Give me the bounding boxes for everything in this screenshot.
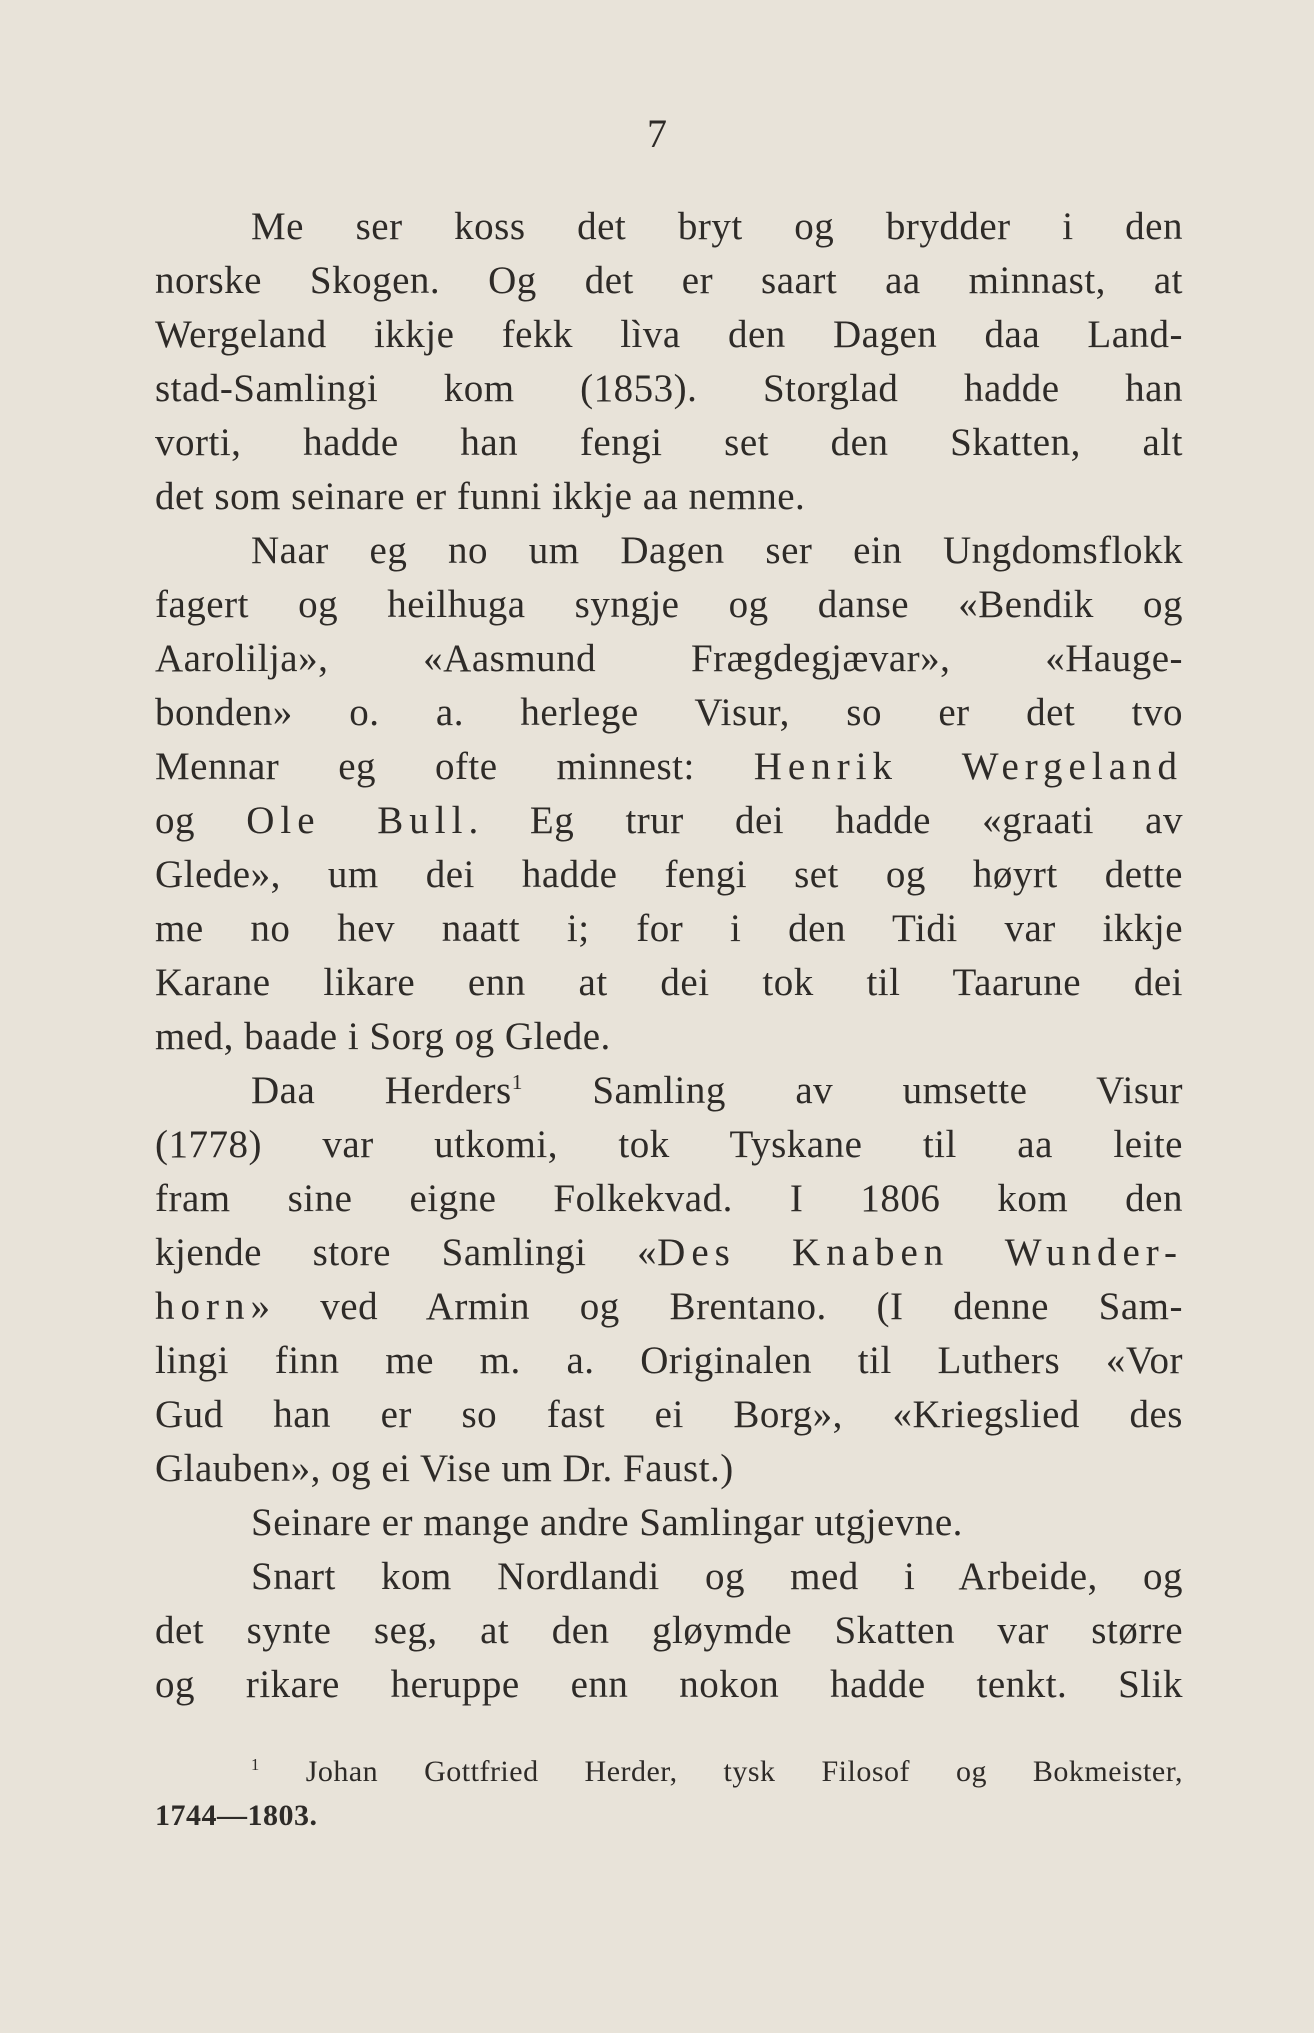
text-segment: . Eg trur dei hadde «graati av bbox=[468, 799, 1183, 842]
text-line: lingi finn me m. a. Originalen til Luthers «Vor bbox=[155, 1339, 1183, 1382]
text-line: stad-Samlingi kom (1853). Storglad hadde han bbox=[155, 367, 1183, 410]
text-line: Wergeland ikkje fekk lìva den Dagen daa Land- bbox=[155, 313, 1183, 356]
text-line: Aarolilja», «Aasmund Frægdegjævar», «Hauge- bbox=[155, 637, 1183, 680]
text-line: det som seinare er funni ikkje aa nemne. bbox=[155, 475, 806, 518]
text-line: Naar eg no um Dagen ser ein Ungdomsflokk bbox=[251, 529, 1183, 572]
footnote-line: 1744—1803. bbox=[155, 1799, 318, 1832]
text-line: og rikare heruppe enn nokon hadde tenkt. Slik bbox=[155, 1663, 1183, 1706]
text-line: med, baade i Sorg og Glede. bbox=[155, 1015, 611, 1058]
text-line: fagert og heilhuga syngje og danse «Bendik og bbox=[155, 583, 1183, 626]
text-line bbox=[155, 740, 1183, 794]
text-line: me no hev naatt i; for i den Tidi var ikkje bbox=[155, 907, 1183, 950]
text-segment: og bbox=[155, 799, 247, 842]
footnote-marker: 1 bbox=[251, 1755, 260, 1774]
text-line: Seinare er mange andre Samlingar utgjevne. bbox=[251, 1501, 963, 1544]
text-line: bonden» o. a. herlege Visur, so er det tvo bbox=[155, 691, 1183, 734]
text-line: norske Skogen. Og det er saart aa minnast, at bbox=[155, 259, 1183, 302]
text-line: fram sine eigne Folkekvad. I 1806 kom den bbox=[155, 1177, 1183, 1220]
text-line: (1778) var utkomi, tok Tyskane til aa leite bbox=[155, 1123, 1183, 1166]
text-line: det synte seg, at den gløymde Skatten var større bbox=[155, 1609, 1183, 1652]
spaced-title: Des Knaben Wunder- bbox=[657, 1231, 1184, 1274]
text-segment: Samling av umsette Visur bbox=[522, 1069, 1183, 1112]
text-line: Karane likare enn at dei tok til Taarune dei bbox=[155, 961, 1183, 1004]
text-line: Glauben», og ei Vise um Dr. Faust.) bbox=[155, 1447, 734, 1490]
text-segment: Daa Herders bbox=[251, 1069, 512, 1112]
page-number: 7 bbox=[647, 111, 667, 156]
text-line bbox=[155, 1280, 1183, 1334]
text-line: Glede», um dei hadde fengi set og høyrt dette bbox=[155, 853, 1183, 896]
text-segment: kjende store Samlingi « bbox=[155, 1231, 658, 1274]
text-line: Snart kom Nordlandi og med i Arbeide, og bbox=[251, 1555, 1183, 1598]
text-line bbox=[155, 1064, 1183, 1118]
text-line: Gud han er so fast ei Borg», «Kriegslied des bbox=[155, 1393, 1183, 1436]
text-line bbox=[155, 1226, 1183, 1280]
text-line bbox=[155, 794, 1183, 848]
body-text bbox=[155, 200, 1183, 1712]
text-line: vorti, hadde han fengi set den Skatten, alt bbox=[155, 421, 1183, 464]
footnote-marker: 1 bbox=[511, 1070, 523, 1094]
footnote bbox=[155, 1750, 1183, 1838]
spaced-name: Ole Bull bbox=[246, 799, 469, 842]
spaced-name: Henrik Wergeland bbox=[753, 745, 1183, 788]
text-line: Me ser koss det bryt og brydder i den bbox=[251, 205, 1183, 248]
text-segment: Mennar eg ofte minnest: bbox=[155, 745, 754, 788]
spaced-title: horn bbox=[155, 1285, 251, 1328]
footnote-text: Johan Gottfried Herder, tysk Filosof og Bokmeister, bbox=[259, 1755, 1183, 1788]
footnote-line bbox=[155, 1750, 1183, 1794]
text-segment: » ved Armin og Brentano. (I denne Sam- bbox=[250, 1285, 1183, 1328]
